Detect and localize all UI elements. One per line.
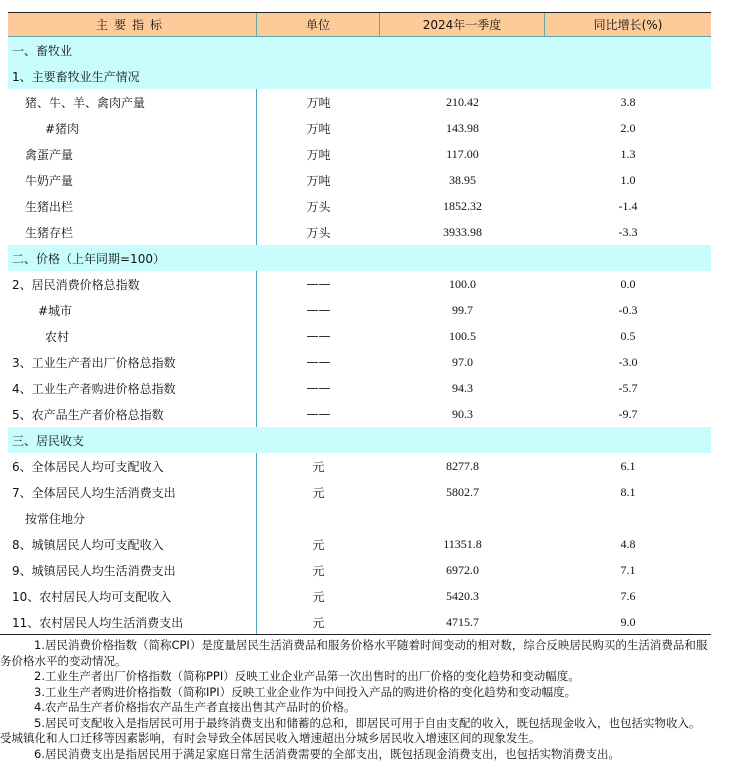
indicator-label: 猪、牛、羊、禽肉产量 — [8, 89, 257, 115]
value-cell: 99.7 — [452, 302, 473, 317]
growth-cell: 7.1 — [620, 562, 636, 577]
table-row — [8, 557, 711, 583]
header-growth: 同比增长(%) — [593, 18, 663, 32]
footnotes — [0, 634, 711, 762]
value-cell: 210.42 — [446, 94, 479, 109]
table-row — [8, 297, 711, 323]
table-row — [8, 167, 711, 193]
statistics-table — [8, 12, 711, 635]
growth-cell: 2.0 — [620, 120, 636, 135]
unit-cell: —— — [306, 355, 331, 369]
table-row — [8, 219, 711, 245]
unit-cell: —— — [306, 381, 331, 395]
indicator-label: 牛奶产量 — [8, 167, 257, 193]
indicator-label: 生猪存栏 — [8, 219, 257, 245]
unit-cell: 万头 — [306, 225, 331, 240]
footnote: 5.居民可支配收入是指居民可用于最终消费支出和储蓄的总和，即居民可用于自由支配的收入，既包括现金收入，也包括实物收入。受城镇化和人口迁移等因素影响，有时会导致全体居民收入增速超出分城乡居民收入增速区间的现象发生。 — [0, 715, 701, 745]
indicator-label: 2、居民消费价格总指数 — [8, 271, 257, 297]
unit-cell: 元 — [312, 459, 325, 474]
value-cell: 6972.0 — [446, 562, 479, 577]
value-cell: 100.5 — [449, 328, 476, 343]
section-label: 二、价格（上年同期=100） — [12, 251, 165, 266]
value-cell: 94.3 — [452, 380, 473, 395]
value-cell: 4715.7 — [446, 614, 479, 629]
unit-cell — [257, 505, 380, 531]
growth-cell: 3.8 — [620, 94, 636, 109]
indicator-label: #城市 — [8, 297, 257, 323]
indicator-label: 按常住地分 — [8, 505, 257, 531]
value-cell: 117.00 — [446, 146, 479, 161]
growth-cell: -1.4 — [618, 198, 638, 213]
indicator-label: 4、工业生产者购进价格总指数 — [8, 375, 257, 401]
footnote: 1.居民消费价格指数（简称CPI）是度量居民生活消费品和服务价格水平随着时间变动的相对数，综合反映居民购买的生活消费品和服务价格水平的变动情况。 — [0, 638, 708, 668]
table-row — [8, 89, 711, 115]
subheading-row — [8, 505, 711, 531]
table-row — [8, 583, 711, 609]
section-row — [8, 37, 711, 63]
growth-cell: 0.0 — [620, 276, 636, 291]
growth-cell: 6.1 — [620, 458, 636, 473]
table-row — [8, 531, 711, 557]
section-row — [8, 63, 711, 89]
indicator-label: 7、全体居民人均生活消费支出 — [8, 479, 257, 505]
growth-cell — [545, 505, 711, 531]
indicator-label: 8、城镇居民人均可支配收入 — [8, 531, 257, 557]
footnote: 6.居民消费支出是指居民用于满足家庭日常生活消费需要的全部支出，既包括现金消费支出，也包括实物消费支出。 — [34, 746, 620, 761]
value-cell: 5802.7 — [446, 484, 479, 499]
indicator-label: 10、农村居民人均可支配收入 — [8, 583, 257, 609]
growth-cell: -3.0 — [618, 354, 638, 369]
unit-cell: 元 — [312, 537, 325, 552]
value-cell: 143.98 — [446, 120, 479, 135]
growth-cell: 4.8 — [620, 536, 636, 551]
header-indicator: 主要指标 — [8, 13, 257, 36]
growth-cell: 1.3 — [620, 146, 636, 161]
growth-cell: -0.3 — [618, 302, 638, 317]
value-cell: 1852.32 — [443, 198, 482, 213]
header-unit: 单位 — [257, 13, 380, 36]
unit-cell: 万吨 — [306, 173, 331, 188]
unit-cell: —— — [306, 407, 331, 421]
unit-cell: —— — [306, 329, 331, 343]
growth-cell: 1.0 — [620, 172, 636, 187]
indicator-label: 3、工业生产者出厂价格总指数 — [8, 349, 257, 375]
table-row — [8, 375, 711, 401]
table-row — [8, 349, 711, 375]
value-cell — [380, 505, 545, 531]
indicator-label: 6、全体居民人均可支配收入 — [8, 453, 257, 479]
unit-cell: 元 — [312, 589, 325, 604]
value-cell: 97.0 — [452, 354, 473, 369]
table-row — [8, 323, 711, 349]
unit-cell: 元 — [312, 485, 325, 500]
growth-cell: -9.7 — [618, 406, 638, 421]
footnote: 3.工业生产者购进价格指数（简称IPI）反映工业企业作为中间投入产品的购进价格的变化趋势和变动幅度。 — [34, 684, 577, 699]
table-row — [8, 609, 711, 635]
value-cell: 5420.3 — [446, 588, 479, 603]
indicator-label: 禽蛋产量 — [8, 141, 257, 167]
table-header — [8, 12, 711, 37]
section-row — [8, 245, 711, 271]
footnote: 4.农产品生产者价格指农产品生产者直接出售其产品时的价格。 — [34, 700, 356, 714]
growth-cell: 0.5 — [620, 328, 636, 343]
growth-cell: -5.7 — [618, 380, 638, 395]
indicator-label: 9、城镇居民人均生活消费支出 — [8, 557, 257, 583]
unit-cell: —— — [306, 277, 331, 291]
growth-cell: 8.1 — [620, 484, 636, 499]
value-cell: 38.95 — [449, 172, 476, 187]
table-body — [8, 37, 711, 635]
unit-cell: —— — [306, 303, 331, 317]
header-value: 2024年一季度 — [380, 13, 545, 36]
value-cell: 100.0 — [449, 276, 476, 291]
section-label: 1、主要畜牧业生产情况 — [12, 69, 140, 84]
section-row — [8, 427, 711, 453]
growth-cell: 7.6 — [620, 588, 636, 603]
unit-cell: 元 — [312, 563, 325, 578]
unit-cell: 万吨 — [306, 147, 331, 162]
table-row — [8, 271, 711, 297]
indicator-label: 农村 — [8, 323, 257, 349]
value-cell: 3933.98 — [443, 224, 482, 239]
indicator-label: #猪肉 — [8, 115, 257, 141]
growth-cell: 9.0 — [620, 614, 636, 629]
unit-cell: 万吨 — [306, 95, 331, 110]
table-row — [8, 115, 711, 141]
section-label: 三、居民收支 — [12, 433, 85, 448]
table-row — [8, 193, 711, 219]
unit-cell: 万吨 — [306, 121, 331, 136]
section-label: 一、畜牧业 — [12, 43, 73, 58]
table-row — [8, 401, 711, 427]
table-row — [8, 453, 711, 479]
indicator-label: 5、农产品生产者价格总指数 — [8, 401, 257, 427]
unit-cell: 元 — [312, 615, 325, 630]
table-row — [8, 479, 711, 505]
value-cell: 90.3 — [452, 406, 473, 421]
table-row — [8, 141, 711, 167]
footnote: 2.工业生产者出厂价格指数（简称PPI）反映工业企业产品第一次出售时的出厂价格的变化趋势和变动幅度。 — [34, 669, 580, 683]
growth-cell: -3.3 — [618, 224, 638, 239]
indicator-label: 生猪出栏 — [8, 193, 257, 219]
unit-cell: 万头 — [306, 199, 331, 214]
indicator-label: 11、农村居民人均生活消费支出 — [8, 609, 257, 635]
value-cell: 8277.8 — [446, 458, 479, 473]
value-cell: 11351.8 — [443, 536, 482, 551]
